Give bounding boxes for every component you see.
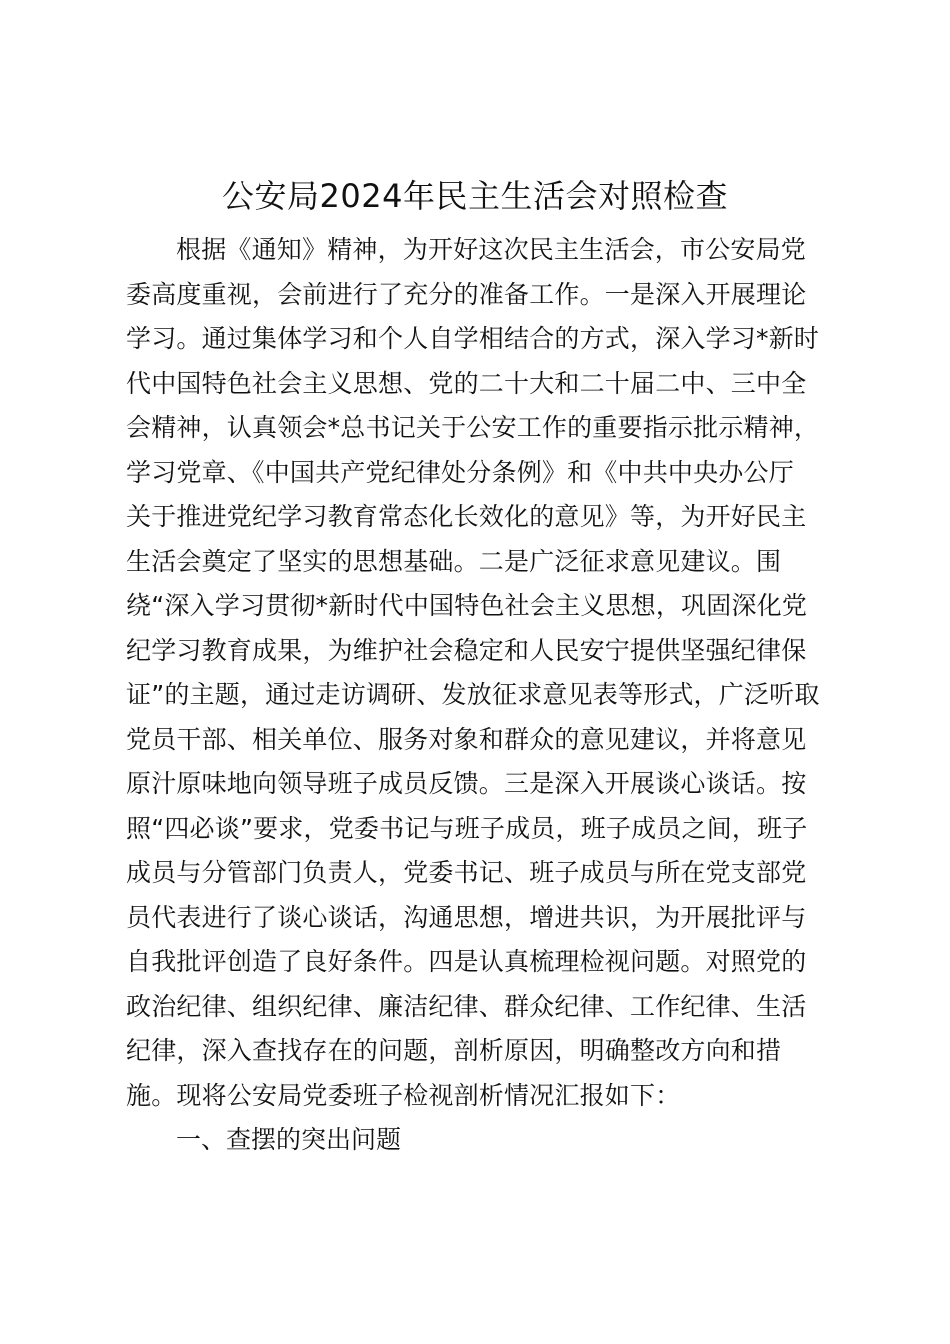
paragraph-line: 会精神，认真领会*总书记关于公安工作的重要指示批示精神，: [126, 413, 820, 442]
paragraph-line: 纪律，深入查找存在的问题，剖析原因，明确整改方向和措: [126, 1036, 782, 1065]
paragraph-line: 委高度重视，会前进行了充分的准备工作。一是深入开展理论: [126, 279, 807, 309]
paragraph-line: 照“四必谈”要求，党委书记与班子成员，班子成员之间，班子: [126, 813, 808, 843]
paragraph-line: 党员干部、相关单位、服务对象和群众的意见建议，并将意见: [126, 724, 807, 754]
paragraph-line: 关于推进党纪学习教育常态化长效化的意见》等，为开好民主: [126, 502, 807, 531]
paragraph-line: 学习。通过集体学习和个人自学相结合的方式，深入学习*新时: [126, 324, 820, 353]
paragraph-line: 证”的主题，通过走访调研、发放征求意见表等形式，广泛听取: [126, 680, 820, 709]
paragraph-line: 代中国特色社会主义思想、党的二十大和二十届二中、三中全: [126, 368, 807, 398]
paragraph-line: 原汁原味地向领导班子成员反馈。三是深入开展谈心谈话。按: [126, 769, 807, 798]
paragraph-line: 纪学习教育成果，为维护社会稳定和人民安宁提供坚强纪律保: [126, 635, 807, 665]
paragraph-line: 生活会奠定了坚实的思想基础。二是广泛征求意见建议。围: [126, 546, 782, 576]
intro-paragraph: [126, 228, 826, 1118]
paragraph-line: 成员与分管部门负责人，党委书记、班子成员与所在党支部党: [126, 858, 807, 887]
paragraph-line: 自我批评创造了良好条件。四是认真梳理检视问题。对照党的: [126, 947, 807, 976]
paragraph-line: 施。现将公安局党委班子检视剖析情况汇报如下：: [126, 1080, 681, 1110]
paragraph-line: 绕“深入学习贯彻*新时代中国特色社会主义思想，巩固深化党: [126, 591, 808, 620]
paragraph-line: 政治纪律、组织纪律、廉洁纪律、群众纪律、工作纪律、生活: [126, 991, 807, 1021]
paragraph-line: 学习党章、《中国共产党纪律处分条例》和《中共中央办公厅: [126, 457, 794, 487]
section-heading: 一、查摆的突出问题: [176, 1125, 402, 1154]
paragraph-line: 员代表进行了谈心谈话，沟通思想，增进共识，为开展批评与: [126, 902, 807, 932]
paragraph-line: 根据《通知》精神，为开好这次民主生活会，市公安局党: [176, 235, 807, 264]
document-title: 公安局2024年民主生活会对照检查: [222, 177, 728, 215]
